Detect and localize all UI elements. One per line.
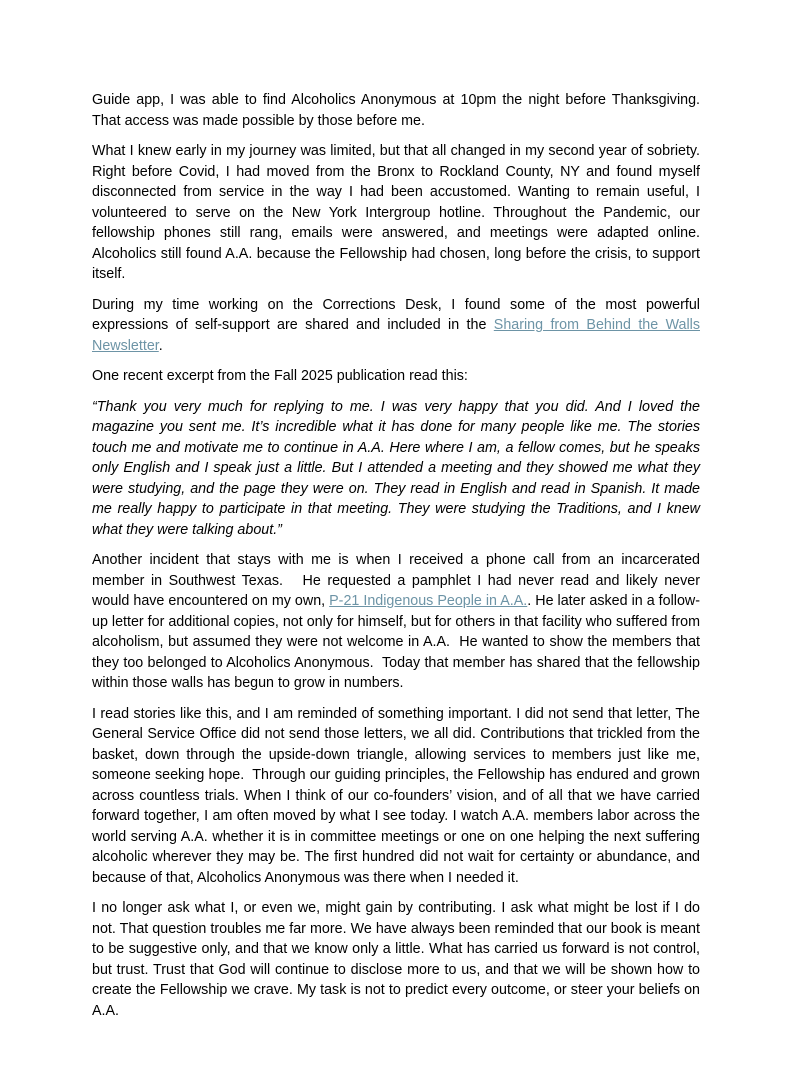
sharing-from-behind-the-walls-newsletter-link[interactable]: Sharing from Behind the Walls Newsletter (92, 317, 700, 354)
paragraph-incarcerated-member-text: Another incident that stays with me is when I received a phone call from an incarcerated member in Southwest Texas. He requested a pamphlet I had never read and likely never would have encountered on my own, (92, 552, 700, 609)
paragraph-corrections-desk-period: . (158, 337, 163, 354)
paragraph-early-journey: What I knew early in my journey was limited, but that all changed in my second year of sobriety. Right before Covid, I had moved from the Bronx to Rockland County, NY and found myself disconnected from service in the way I had been accustomed. Wanting to remain useful, I volunteered to serve on the New York Intergroup hotline. Throughout the Pandemic, our fellowship phones still rang, emails were answered, and meetings were adapted online. Alcoholics still found A.A. because the Fellowship had chosen, long before the crisis, to support itself. (92, 143, 700, 282)
paragraph-excerpt-intro: One recent excerpt from the Fall 2025 publication read this: (92, 368, 468, 384)
paragraph-corrections-desk-text: During my time working on the Corrections Desk, I found some of the most powerful expressions of self-support are shared and included in the (92, 296, 700, 333)
paragraph-incarcerated-member-continued: . He later asked in a follow-up letter for additional copies, not only for himself, but for others in that facility who suffered from alcoholism, but assumed they were not welcome in A.A. He wanted to show the members that they too belonged to Alcoholics Anonymous. Today that member has shared that the fellowship within those walls has begun to grow in numbers. (92, 593, 700, 691)
p21-indigenous-people-link[interactable]: P-21 Indigenous People in A.A. (329, 593, 528, 609)
paragraph-guide-app: Guide app, I was able to find Alcoholics Anonymous at 10pm the night before Thanksgiving. That access was made possible by those before me. (92, 92, 700, 129)
paragraph-corrections-desk (92, 295, 700, 357)
paragraph-no-longer-ask: I no longer ask what I, or even we, might gain by contributing. I ask what might be lost if I do not. That question troubles me far more. We have always been reminded that our book is meant to be suggestive only, and that we know only a little. What has carried us forward is not control, but trust. Trust that God will continue to disclose more to us, and that we will be shown how to create the Fellowship we crave. My task is not to predict every outcome, or steer your beliefs on A.A. (92, 900, 700, 1019)
paragraph-quoted-excerpt: “Thank you very much for replying to me. I was very happy that you did. And I loved the magazine you sent me. It’s incredible what it has done for many people like me. The stories touch me and motivate me to continue in A.A. Here where I am, a fellow comes, but he speaks only English and I speak just a little. But I attended a meeting and they showed me what they were studying, and the page they were on. They read in English and read in Spanish. It made me really happy to participate in that meeting. They were studying the Traditions, and I knew what they were talking about.” (92, 398, 700, 538)
paragraph-incarcerated-member (92, 550, 700, 694)
paragraph-reminded-important: I read stories like this, and I am reminded of something important. I did not send that letter, The General Service Office did not send those letters, we all did. Contributions that trickled from the basket, down through the upside-down triangle, allowing services to members just like me, someone seeking hope. Through our guiding principles, the Fellowship has endured and grown across countless trials. When I think of our co-founders’ vision, and of all that we have carried forward together, I am often moved by what I see today. I watch A.A. members labor across the world serving A.A. whether it is in committee meetings or one on one helping the next suffering alcoholic wherever they may be. The first hundred did not wait for certainty or abundance, and because of that, Alcoholics Anonymous was there when I needed it. (92, 705, 700, 886)
